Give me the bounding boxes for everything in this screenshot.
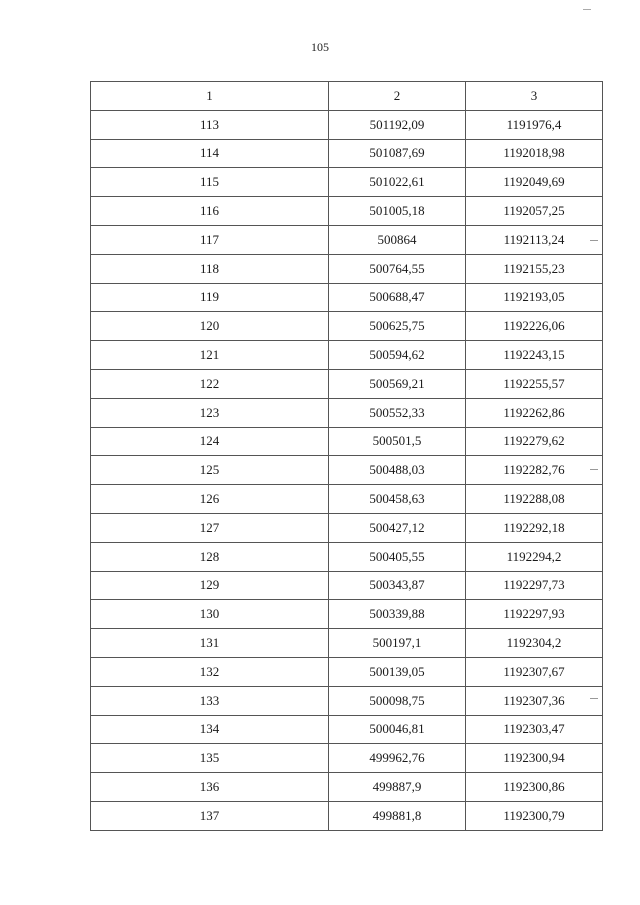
table-cell-col-1: 128 [91, 542, 329, 571]
table-cell-col-3: 1192307,36 [466, 686, 603, 715]
table-cell-col-1: 121 [91, 341, 329, 370]
table-cell-col-1: 116 [91, 197, 329, 226]
table-cell-col-2: 500864 [329, 225, 466, 254]
table-cell-col-1: 122 [91, 369, 329, 398]
table-cell-col-2: 500427,12 [329, 513, 466, 542]
table-row [91, 542, 603, 571]
table-cell-col-2: 500625,75 [329, 312, 466, 341]
table-row [91, 600, 603, 629]
table-cell-col-1: 125 [91, 456, 329, 485]
table-cell-col-2: 500552,33 [329, 398, 466, 427]
table-row [91, 773, 603, 802]
table-row [91, 139, 603, 168]
table-cell-col-2: 500458,63 [329, 485, 466, 514]
table-cell-col-1: 129 [91, 571, 329, 600]
table-cell-col-1: 130 [91, 600, 329, 629]
table-cell-col-3: 1192057,25 [466, 197, 603, 226]
table-row [91, 427, 603, 456]
table-cell-col-3: 1192243,15 [466, 341, 603, 370]
table-cell-col-3: 1192303,47 [466, 715, 603, 744]
table-cell-col-2: 500405,55 [329, 542, 466, 571]
table-cell-col-1: 131 [91, 629, 329, 658]
table-cell-col-2: 500098,75 [329, 686, 466, 715]
table-row [91, 456, 603, 485]
table-cell-col-3: 1191976,4 [466, 110, 603, 139]
table-cell-col-2: 500339,88 [329, 600, 466, 629]
table-cell-col-2: 500688,47 [329, 283, 466, 312]
table-cell-col-2: 501192,09 [329, 110, 466, 139]
table-row [91, 657, 603, 686]
table-cell-col-3: 1192288,08 [466, 485, 603, 514]
table-row [91, 225, 603, 254]
table-cell-col-2: 501005,18 [329, 197, 466, 226]
table-cell-col-3: 1192262,86 [466, 398, 603, 427]
table-cell-col-3: 1192300,94 [466, 744, 603, 773]
table-row [91, 398, 603, 427]
table-cell-col-3: 1192255,57 [466, 369, 603, 398]
table-cell-col-2: 501087,69 [329, 139, 466, 168]
table-cell-col-2: 500501,5 [329, 427, 466, 456]
table-row [91, 168, 603, 197]
table-row [91, 513, 603, 542]
table-cell-col-1: 123 [91, 398, 329, 427]
table-cell-col-1: 124 [91, 427, 329, 456]
scan-mark [590, 698, 598, 699]
table-cell-col-1: 136 [91, 773, 329, 802]
table-cell-col-3: 1192297,73 [466, 571, 603, 600]
table-cell-col-2: 499962,76 [329, 744, 466, 773]
table-cell-col-3: 1192300,86 [466, 773, 603, 802]
table-row [91, 686, 603, 715]
scan-mark [583, 9, 591, 10]
table-cell-col-1: 127 [91, 513, 329, 542]
table-cell-col-1: 137 [91, 801, 329, 830]
table-cell-col-3: 1192193,05 [466, 283, 603, 312]
table-cell-col-3: 1192304,2 [466, 629, 603, 658]
table-cell-col-2: 500594,62 [329, 341, 466, 370]
table-cell-col-2: 500488,03 [329, 456, 466, 485]
table-cell-col-1: 118 [91, 254, 329, 283]
table-row [91, 801, 603, 830]
table-cell-col-1: 115 [91, 168, 329, 197]
table-row [91, 341, 603, 370]
table-cell-col-1: 132 [91, 657, 329, 686]
table-cell-col-2: 499881,8 [329, 801, 466, 830]
table-cell-col-1: 119 [91, 283, 329, 312]
table-row [91, 197, 603, 226]
table-cell-col-3: 1192297,93 [466, 600, 603, 629]
table-cell-col-1: 135 [91, 744, 329, 773]
table-cell-col-1: 117 [91, 225, 329, 254]
table-row [91, 254, 603, 283]
table-row [91, 283, 603, 312]
table-row [91, 629, 603, 658]
table-cell-col-2: 500764,55 [329, 254, 466, 283]
table-cell-col-3: 1192279,62 [466, 427, 603, 456]
table-cell-col-2: 499887,9 [329, 773, 466, 802]
table-cell-col-3: 1192155,23 [466, 254, 603, 283]
table-cell-col-3: 1192294,2 [466, 542, 603, 571]
table-row [91, 312, 603, 341]
table-cell-col-3: 1192018,98 [466, 139, 603, 168]
table-cell-col-1: 120 [91, 312, 329, 341]
table-cell-col-2: 500046,81 [329, 715, 466, 744]
table-row [91, 715, 603, 744]
table-body [91, 110, 603, 830]
table-row [91, 485, 603, 514]
scan-mark [590, 469, 598, 470]
table-cell-col-2: 500139,05 [329, 657, 466, 686]
table-row [91, 110, 603, 139]
table-row [91, 369, 603, 398]
table-header-row [91, 82, 603, 111]
table-cell-col-2: 500343,87 [329, 571, 466, 600]
table-cell-col-2: 501022,61 [329, 168, 466, 197]
header-cell-1: 1 [91, 82, 329, 111]
table-cell-col-3: 1192307,67 [466, 657, 603, 686]
table-cell-col-1: 114 [91, 139, 329, 168]
table-row [91, 744, 603, 773]
table-cell-col-3: 1192292,18 [466, 513, 603, 542]
table-cell-col-3: 1192049,69 [466, 168, 603, 197]
table-cell-col-3: 1192282,76 [466, 456, 603, 485]
table-cell-col-1: 134 [91, 715, 329, 744]
table-cell-col-1: 133 [91, 686, 329, 715]
table-cell-col-1: 126 [91, 485, 329, 514]
table-cell-col-3: 1192113,24 [466, 225, 603, 254]
header-cell-2: 2 [329, 82, 466, 111]
scan-mark [590, 240, 598, 241]
table-cell-col-2: 500569,21 [329, 369, 466, 398]
table-cell-col-3: 1192226,06 [466, 312, 603, 341]
table-cell-col-3: 1192300,79 [466, 801, 603, 830]
table-row [91, 571, 603, 600]
page-number: 105 [311, 40, 329, 54]
table-cell-col-2: 500197,1 [329, 629, 466, 658]
table-cell-col-1: 113 [91, 110, 329, 139]
header-cell-3: 3 [466, 82, 603, 111]
coordinates-table [90, 81, 603, 831]
